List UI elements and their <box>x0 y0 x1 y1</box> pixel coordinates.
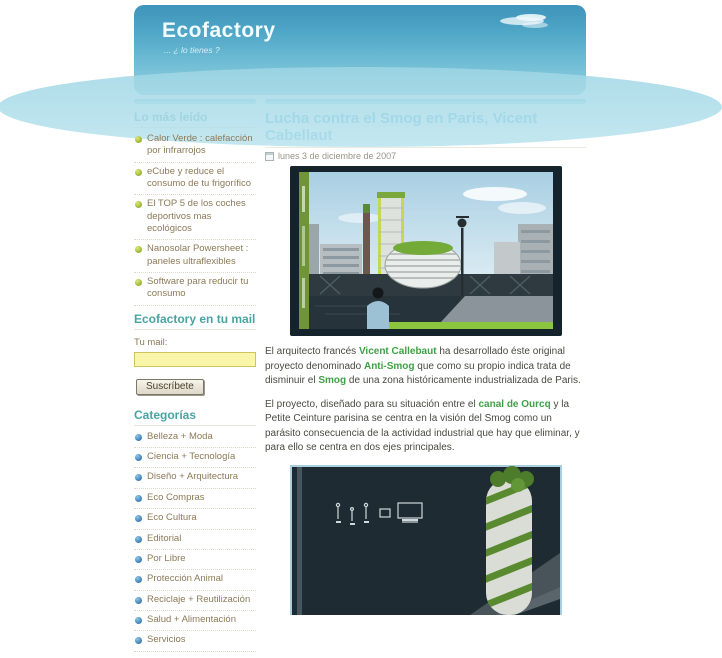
most-read-link[interactable] <box>134 163 256 196</box>
most-read-link[interactable] <box>134 195 256 240</box>
categories-heading: Categorías <box>134 408 256 426</box>
email-input[interactable] <box>134 352 256 367</box>
bullet-icon <box>135 536 142 543</box>
category-link[interactable] <box>134 570 256 590</box>
most-read-label: eCube y reduce el consumo de tu frigorífico <box>147 165 252 190</box>
category-link[interactable] <box>134 611 256 631</box>
most-read-link[interactable] <box>134 273 256 306</box>
header-wave-decoration <box>0 67 722 147</box>
bullet-icon <box>135 474 142 481</box>
site-tagline: ... ¿ lo tienes ? <box>164 45 220 55</box>
most-read-link[interactable] <box>134 130 256 163</box>
leaf-bullet-icon <box>135 136 142 143</box>
bullet-icon <box>135 576 142 583</box>
category-label: Eco Cultura <box>147 512 197 524</box>
page <box>134 0 586 658</box>
bullet-icon <box>135 454 142 461</box>
category-link[interactable] <box>134 591 256 611</box>
category-link[interactable] <box>134 468 256 488</box>
category-link[interactable] <box>134 550 256 570</box>
category-link[interactable] <box>134 448 256 468</box>
category-label: Eco Compras <box>147 491 205 503</box>
post-date <box>265 151 586 161</box>
categories-list <box>134 428 256 652</box>
category-label: Diseño + Arquitectura <box>147 471 239 483</box>
bullet-icon <box>135 434 142 441</box>
category-link[interactable] <box>134 530 256 550</box>
sidebar <box>134 99 256 658</box>
leaf-bullet-icon <box>135 246 142 253</box>
bullet-icon <box>135 515 142 522</box>
paragraph: El proyecto, diseñado para su situación entre el canal de Ourcq y la Petite Ceinture parisina se centra en la visión del Smog como un parásito consecuencia de la actividad industrial que hay que eliminar, y para ello se centra en dos ejes principales. <box>265 398 580 453</box>
most-read-label: Calor Verde : calefacción por infrarrojos <box>147 133 253 157</box>
bullet-icon <box>135 556 142 563</box>
highlight-link[interactable]: canal de Ourcq <box>478 398 551 410</box>
category-label: Ciencia + Tecnología <box>147 451 236 463</box>
category-label: Editorial <box>147 532 182 544</box>
paragraph: El arquitecto francés Vicent Callebaut ha desarrollado éste original proyecto denominado Anti-Smog que como su propio indica trata de disminuir el Smog de una zona históricamente industrializada de Paris. <box>265 346 581 386</box>
category-label: Reciclaje + Reutilización <box>147 593 251 605</box>
leaf-bullet-icon <box>135 279 142 286</box>
highlight-link[interactable]: Smog <box>318 375 347 386</box>
bullet-icon <box>135 597 142 604</box>
subscribe-button[interactable]: Suscríbete <box>136 379 204 395</box>
article-image-antismog-concept <box>290 465 562 615</box>
category-label: Belleza + Moda <box>147 430 213 442</box>
category-link[interactable] <box>134 509 256 529</box>
category-label: Protección Animal <box>147 573 224 585</box>
bullet-icon <box>135 495 142 502</box>
calendar-icon <box>265 152 274 161</box>
category-link[interactable] <box>134 428 256 448</box>
post-date-text: lunes 3 de diciembre de 2007 <box>278 151 397 161</box>
category-label: Salud + Alimentación <box>147 613 236 625</box>
most-read-label: Software para reducir tu consumo <box>147 276 249 300</box>
category-link[interactable] <box>134 631 256 651</box>
article-image-antismog-day <box>290 166 562 336</box>
most-read-label: El TOP 5 de los coches deportivos mas ecológicos <box>147 198 246 235</box>
leaf-bullet-icon <box>135 201 142 208</box>
highlight-link[interactable]: Vicent Callebaut <box>358 346 437 357</box>
site-title-link[interactable]: Ecofactory <box>162 19 276 42</box>
post-body <box>265 345 586 456</box>
main-content <box>265 99 586 658</box>
most-read-link[interactable] <box>134 240 256 273</box>
email-label: Tu mail: <box>134 336 168 348</box>
category-label: Servicios <box>147 634 186 646</box>
category-label: Por Libre <box>147 552 186 564</box>
bullet-icon <box>135 637 142 644</box>
highlight-link[interactable]: Anti-Smog <box>363 360 415 372</box>
most-read-label: Nanosolar Powersheet : paneles ultraflexibles <box>147 243 249 267</box>
subscribe-heading: Ecofactory en tu mail <box>134 312 256 330</box>
leaf-bullet-icon <box>135 169 142 176</box>
bullet-icon <box>135 617 142 624</box>
site-header <box>134 5 586 95</box>
content-columns <box>134 99 586 658</box>
most-read-list <box>134 130 256 306</box>
category-link[interactable] <box>134 489 256 509</box>
